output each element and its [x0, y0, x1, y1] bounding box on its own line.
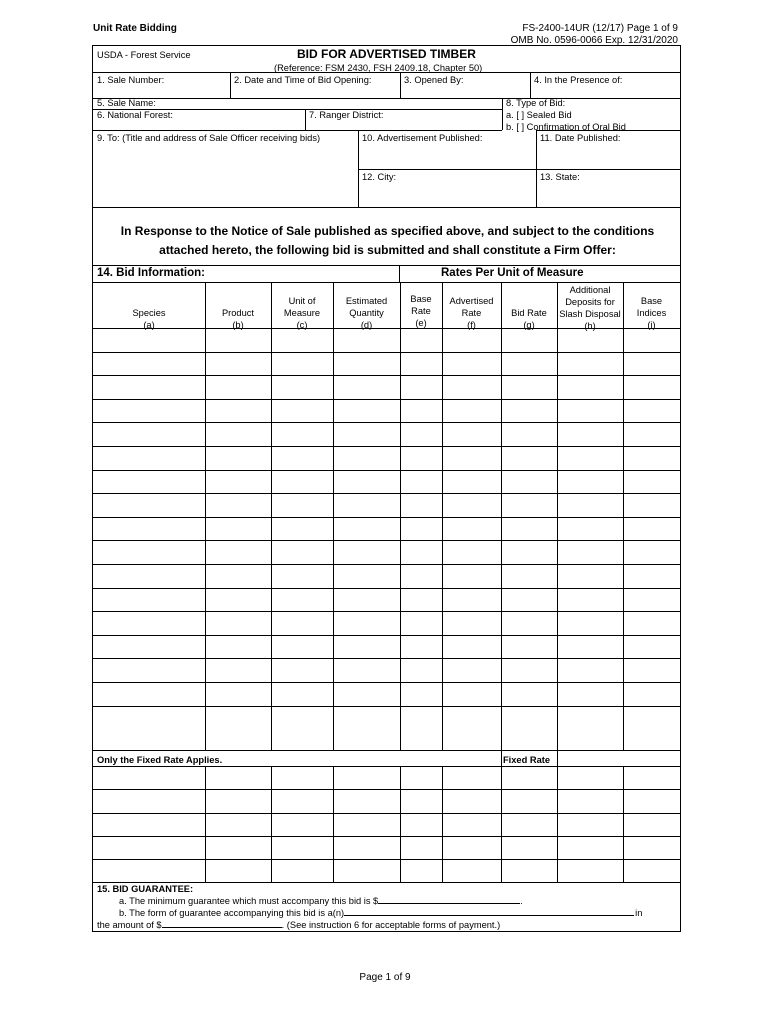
agency-label: USDA - Forest Service [97, 50, 191, 60]
statement-line-2: attached hereto, the following bid is submitted and shall constitute a Firm Offer: [159, 243, 616, 257]
col-slash-disposal-header: Additional Deposits for Slash Disposal (h) [559, 285, 621, 331]
fixed-rate-note: Only the Fixed Rate Applies. [97, 755, 223, 765]
advertisement-field[interactable]: 10. Advertisement Published: [362, 133, 483, 143]
opened-by-field[interactable]: 3. Opened By: [404, 75, 464, 85]
col-base-rate-header: Base Rate (e) [410, 294, 432, 328]
ranger-district-field[interactable]: 7. Ranger District: [309, 110, 384, 120]
presence-field[interactable]: 4. In the Presence of: [534, 75, 623, 85]
national-forest-field[interactable]: 6. National Forest: [97, 110, 173, 120]
guarantee-form-line[interactable]: b. The form of guarantee accompanying this bid is a(n) in [119, 908, 643, 918]
date-time-field[interactable]: 2. Date and Time of Bid Opening: [234, 75, 372, 85]
col-advertised-rate-header: Advertised Rate (f) [449, 296, 494, 330]
page-number: Page 1 of 9 [359, 972, 411, 983]
statement-line-1: In Response to the Notice of Sale published as specified above, and subject to the conditions [120, 224, 655, 238]
guarantee-minimum-line[interactable]: a. The minimum guarantee which must accompany this bid is $ . [119, 896, 523, 906]
bid-form [92, 45, 681, 932]
city-field[interactable]: 12. City: [362, 172, 397, 182]
rates-per-unit-heading: Rates Per Unit of Measure [441, 267, 584, 279]
oral-bid-option[interactable]: b. [ ] Confirmation of Oral Bid [506, 122, 626, 132]
col-species-header: Species (a) [132, 308, 166, 330]
form-title: BID FOR ADVERTISED TIMBER [297, 47, 476, 61]
bid-information-heading: 14. Bid Information: [97, 267, 205, 279]
to-sale-officer-field[interactable]: 9. To: (Title and address of Sale Officer receiving bids) [97, 133, 321, 143]
sale-name-field[interactable]: 5. Sale Name: [97, 98, 156, 108]
sale-number-field[interactable]: 1. Sale Number: [97, 75, 165, 85]
form-number-block [511, 23, 678, 47]
guarantee-amount-line[interactable]: the amount of $ . (See instruction 6 for acceptable forms of payment.) [97, 920, 501, 930]
state-field[interactable]: 13. State: [540, 172, 580, 182]
reference-text: (Reference: FSM 2430, FSH 2409.18, Chapter 50) [274, 63, 483, 73]
col-unit-header: Unit of Measure (c) [283, 296, 321, 330]
col-product-header: Product (b) [221, 308, 255, 330]
col-base-indices-header: Base Indices (i) [636, 296, 667, 330]
sealed-bid-option[interactable]: a. [ ] Sealed Bid [506, 110, 572, 120]
form-number: FS-2400-14UR (12/17) Page 1 of 9 [522, 23, 678, 34]
bid-guarantee-heading: 15. BID GUARANTEE: [97, 884, 194, 894]
col-quantity-header: Estimated Quantity (d) [345, 296, 388, 330]
omb-number: OMB No. 0596-0066 Exp. 12/31/2020 [510, 35, 678, 46]
form-series-label: Unit Rate Bidding [93, 23, 177, 34]
col-bid-rate-header: Bid Rate (g) [511, 308, 547, 330]
fixed-rate-label: Fixed Rate [503, 755, 551, 765]
date-published-field[interactable]: 11. Date Published: [540, 133, 621, 143]
type-of-bid-label: 8. Type of Bid: [506, 98, 566, 108]
